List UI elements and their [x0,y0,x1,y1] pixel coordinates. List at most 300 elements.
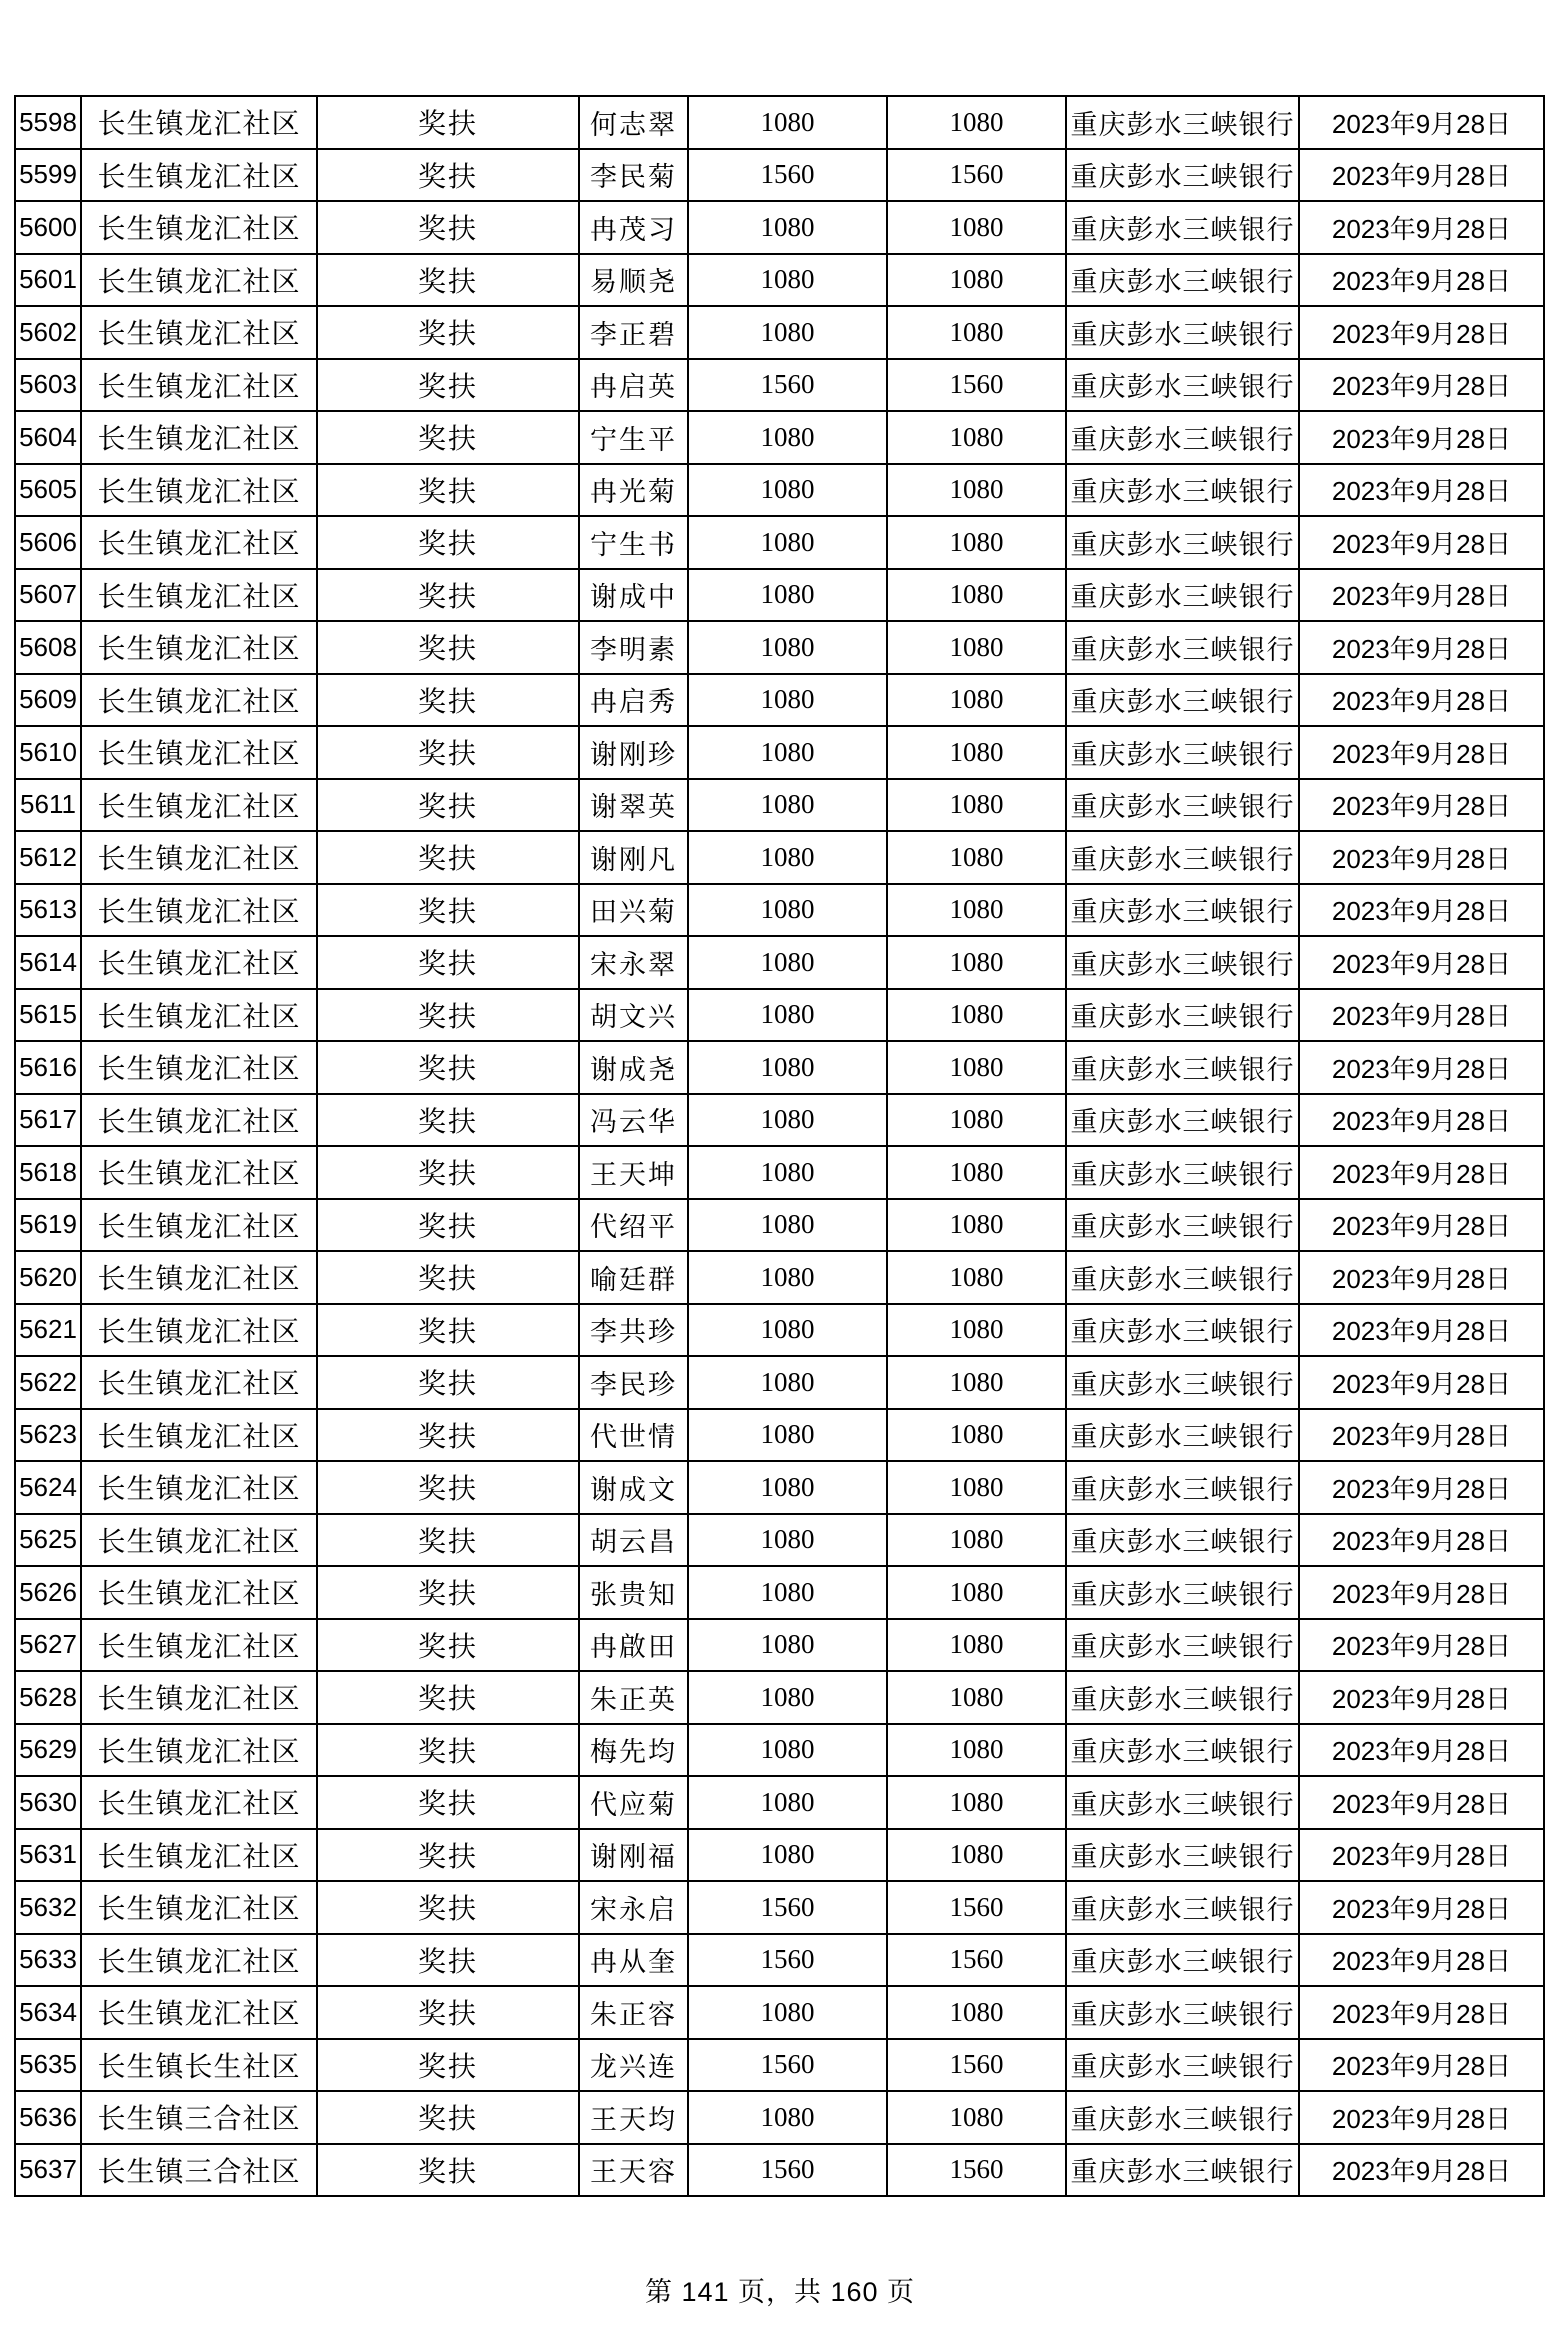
cell-name: 易顺尧 [579,254,688,307]
cell-bank: 重庆彭水三峡银行 [1066,1304,1299,1357]
cell-category: 奖扶 [317,1304,579,1357]
cell-bank: 重庆彭水三峡银行 [1066,621,1299,674]
cell-name: 代世情 [579,1409,688,1462]
cell-name: 冉啟田 [579,1619,688,1672]
cell-serial: 5635 [15,2039,81,2092]
cell-community: 长生镇龙汇社区 [81,464,317,517]
cell-amount-2: 1080 [887,1986,1066,2039]
cell-bank: 重庆彭水三峡银行 [1066,1986,1299,2039]
cell-date: 2023年9月28日 [1299,1304,1544,1357]
cell-community: 长生镇龙汇社区 [81,359,317,412]
cell-serial: 5627 [15,1619,81,1672]
cell-category: 奖扶 [317,1251,579,1304]
cell-name: 宋永启 [579,1881,688,1934]
cell-amount-2: 1080 [887,569,1066,622]
table-row [15,359,1544,412]
cell-amount-1: 1080 [688,1304,887,1357]
cell-amount-1: 1080 [688,936,887,989]
cell-category: 奖扶 [317,1671,579,1724]
cell-community: 长生镇龙汇社区 [81,254,317,307]
cell-amount-1: 1080 [688,1829,887,1882]
cell-amount-2: 1080 [887,1566,1066,1619]
cell-bank: 重庆彭水三峡银行 [1066,1934,1299,1987]
table-row [15,569,1544,622]
cell-bank: 重庆彭水三峡银行 [1066,1094,1299,1147]
cell-bank: 重庆彭水三峡银行 [1066,1514,1299,1567]
cell-date: 2023年9月28日 [1299,2039,1544,2092]
cell-bank: 重庆彭水三峡银行 [1066,1566,1299,1619]
cell-community: 长生镇龙汇社区 [81,1566,317,1619]
cell-category: 奖扶 [317,1934,579,1987]
cell-bank: 重庆彭水三峡银行 [1066,1619,1299,1672]
cell-community: 长生镇龙汇社区 [81,726,317,779]
cell-community: 长生镇龙汇社区 [81,569,317,622]
cell-serial: 5625 [15,1514,81,1567]
cell-category: 奖扶 [317,1146,579,1199]
table-row [15,1986,1544,2039]
cell-amount-2: 1080 [887,621,1066,674]
cell-date: 2023年9月28日 [1299,1829,1544,1882]
cell-name: 胡云昌 [579,1514,688,1567]
cell-amount-1: 1560 [688,149,887,202]
cell-bank: 重庆彭水三峡银行 [1066,1199,1299,1252]
cell-category: 奖扶 [317,674,579,727]
cell-serial: 5610 [15,726,81,779]
cell-category: 奖扶 [317,201,579,254]
cell-amount-1: 1080 [688,1619,887,1672]
cell-amount-1: 1080 [688,1356,887,1409]
cell-bank: 重庆彭水三峡银行 [1066,1409,1299,1462]
cell-serial: 5608 [15,621,81,674]
table-row [15,464,1544,517]
cell-date: 2023年9月28日 [1299,1146,1544,1199]
table-row [15,1461,1544,1514]
cell-community: 长生镇龙汇社区 [81,1671,317,1724]
cell-bank: 重庆彭水三峡银行 [1066,464,1299,517]
cell-amount-1: 1080 [688,306,887,359]
cell-name: 龙兴连 [579,2039,688,2092]
cell-community: 长生镇龙汇社区 [81,1986,317,2039]
cell-name: 谢刚凡 [579,831,688,884]
table-row [15,1199,1544,1252]
cell-name: 何志翠 [579,96,688,149]
cell-amount-1: 1080 [688,1199,887,1252]
cell-amount-1: 1560 [688,2144,887,2197]
cell-name: 冉启秀 [579,674,688,727]
table-row [15,1409,1544,1462]
cell-community: 长生镇龙汇社区 [81,1934,317,1987]
table-row [15,1724,1544,1777]
cell-amount-2: 1080 [887,779,1066,832]
cell-community: 长生镇长生社区 [81,2039,317,2092]
cell-community: 长生镇龙汇社区 [81,1304,317,1357]
table-row [15,1776,1544,1829]
cell-date: 2023年9月28日 [1299,884,1544,937]
cell-amount-2: 1080 [887,1619,1066,1672]
cell-date: 2023年9月28日 [1299,1251,1544,1304]
table-row [15,1514,1544,1567]
cell-name: 喻廷群 [579,1251,688,1304]
cell-category: 奖扶 [317,569,579,622]
cell-bank: 重庆彭水三峡银行 [1066,2144,1299,2197]
cell-serial: 5613 [15,884,81,937]
cell-bank: 重庆彭水三峡银行 [1066,201,1299,254]
cell-community: 长生镇三合社区 [81,2144,317,2197]
table-row [15,254,1544,307]
cell-community: 长生镇龙汇社区 [81,1251,317,1304]
cell-date: 2023年9月28日 [1299,464,1544,517]
cell-serial: 5603 [15,359,81,412]
cell-category: 奖扶 [317,779,579,832]
cell-name: 代应菊 [579,1776,688,1829]
cell-bank: 重庆彭水三峡银行 [1066,411,1299,464]
cell-serial: 5634 [15,1986,81,2039]
cell-name: 李共珍 [579,1304,688,1357]
cell-amount-2: 1560 [887,149,1066,202]
cell-serial: 5609 [15,674,81,727]
cell-date: 2023年9月28日 [1299,936,1544,989]
cell-name: 张贵知 [579,1566,688,1619]
cell-date: 2023年9月28日 [1299,1934,1544,1987]
cell-amount-1: 1080 [688,989,887,1042]
cell-category: 奖扶 [317,1724,579,1777]
cell-name: 宋永翠 [579,936,688,989]
cell-bank: 重庆彭水三峡银行 [1066,726,1299,779]
cell-amount-2: 1080 [887,1409,1066,1462]
table-row [15,936,1544,989]
cell-serial: 5598 [15,96,81,149]
cell-name: 代绍平 [579,1199,688,1252]
cell-amount-1: 1080 [688,1671,887,1724]
cell-amount-2: 1080 [887,674,1066,727]
cell-name: 胡文兴 [579,989,688,1042]
cell-name: 田兴菊 [579,884,688,937]
cell-bank: 重庆彭水三峡银行 [1066,516,1299,569]
cell-bank: 重庆彭水三峡银行 [1066,884,1299,937]
cell-community: 长生镇龙汇社区 [81,1776,317,1829]
cell-amount-2: 1080 [887,1356,1066,1409]
table-row [15,1566,1544,1619]
cell-category: 奖扶 [317,96,579,149]
cell-amount-1: 1560 [688,1881,887,1934]
cell-amount-1: 1080 [688,1776,887,1829]
cell-amount-1: 1080 [688,1461,887,1514]
cell-community: 长生镇龙汇社区 [81,831,317,884]
cell-name: 李民菊 [579,149,688,202]
cell-serial: 5612 [15,831,81,884]
cell-bank: 重庆彭水三峡银行 [1066,831,1299,884]
cell-amount-2: 1080 [887,1041,1066,1094]
cell-bank: 重庆彭水三峡银行 [1066,1776,1299,1829]
cell-serial: 5611 [15,779,81,832]
cell-category: 奖扶 [317,1986,579,2039]
cell-category: 奖扶 [317,2091,579,2144]
cell-name: 朱正英 [579,1671,688,1724]
cell-community: 长生镇龙汇社区 [81,674,317,727]
cell-name: 王天容 [579,2144,688,2197]
table-row [15,831,1544,884]
cell-amount-1: 1560 [688,1934,887,1987]
cell-amount-2: 1080 [887,201,1066,254]
cell-amount-2: 1080 [887,1776,1066,1829]
cell-serial: 5600 [15,201,81,254]
cell-serial: 5628 [15,1671,81,1724]
table-row [15,1304,1544,1357]
cell-bank: 重庆彭水三峡银行 [1066,2039,1299,2092]
cell-community: 长生镇龙汇社区 [81,1514,317,1567]
cell-bank: 重庆彭水三峡银行 [1066,2091,1299,2144]
cell-date: 2023年9月28日 [1299,516,1544,569]
cell-community: 长生镇龙汇社区 [81,1881,317,1934]
table-row [15,884,1544,937]
cell-category: 奖扶 [317,1094,579,1147]
cell-community: 长生镇龙汇社区 [81,989,317,1042]
table-body [15,96,1544,2196]
cell-serial: 5618 [15,1146,81,1199]
cell-category: 奖扶 [317,989,579,1042]
cell-serial: 5624 [15,1461,81,1514]
cell-community: 长生镇龙汇社区 [81,1041,317,1094]
cell-amount-2: 1080 [887,726,1066,779]
table-row [15,2039,1544,2092]
cell-community: 长生镇龙汇社区 [81,1619,317,1672]
cell-name: 谢翠英 [579,779,688,832]
cell-date: 2023年9月28日 [1299,149,1544,202]
cell-serial: 5626 [15,1566,81,1619]
cell-serial: 5606 [15,516,81,569]
table-row [15,149,1544,202]
cell-serial: 5617 [15,1094,81,1147]
cell-community: 长生镇龙汇社区 [81,1094,317,1147]
cell-serial: 5616 [15,1041,81,1094]
cell-date: 2023年9月28日 [1299,1356,1544,1409]
cell-serial: 5621 [15,1304,81,1357]
cell-bank: 重庆彭水三峡银行 [1066,1881,1299,1934]
cell-bank: 重庆彭水三峡银行 [1066,254,1299,307]
cell-serial: 5602 [15,306,81,359]
cell-category: 奖扶 [317,516,579,569]
cell-date: 2023年9月28日 [1299,1776,1544,1829]
cell-serial: 5632 [15,1881,81,1934]
cell-amount-1: 1080 [688,96,887,149]
cell-amount-2: 1080 [887,884,1066,937]
cell-community: 长生镇龙汇社区 [81,1356,317,1409]
cell-bank: 重庆彭水三峡银行 [1066,1146,1299,1199]
cell-category: 奖扶 [317,1881,579,1934]
cell-category: 奖扶 [317,1566,579,1619]
cell-date: 2023年9月28日 [1299,1724,1544,1777]
cell-category: 奖扶 [317,884,579,937]
cell-amount-2: 1080 [887,1514,1066,1567]
table-row [15,306,1544,359]
cell-amount-1: 1080 [688,1514,887,1567]
cell-serial: 5614 [15,936,81,989]
cell-bank: 重庆彭水三峡银行 [1066,1724,1299,1777]
cell-serial: 5622 [15,1356,81,1409]
cell-amount-1: 1080 [688,1094,887,1147]
cell-category: 奖扶 [317,411,579,464]
cell-bank: 重庆彭水三峡银行 [1066,96,1299,149]
cell-category: 奖扶 [317,831,579,884]
cell-category: 奖扶 [317,1041,579,1094]
cell-category: 奖扶 [317,936,579,989]
cell-date: 2023年9月28日 [1299,1199,1544,1252]
cell-name: 谢成文 [579,1461,688,1514]
cell-category: 奖扶 [317,1461,579,1514]
cell-date: 2023年9月28日 [1299,1671,1544,1724]
cell-date: 2023年9月28日 [1299,726,1544,779]
table-row [15,1829,1544,1882]
cell-community: 长生镇龙汇社区 [81,621,317,674]
cell-category: 奖扶 [317,149,579,202]
cell-name: 谢成尧 [579,1041,688,1094]
cell-community: 长生镇龙汇社区 [81,1461,317,1514]
cell-category: 奖扶 [317,2144,579,2197]
cell-serial: 5604 [15,411,81,464]
cell-community: 长生镇龙汇社区 [81,1146,317,1199]
cell-name: 朱正容 [579,1986,688,2039]
cell-amount-2: 1080 [887,96,1066,149]
cell-category: 奖扶 [317,1829,579,1882]
cell-category: 奖扶 [317,306,579,359]
cell-date: 2023年9月28日 [1299,254,1544,307]
cell-date: 2023年9月28日 [1299,411,1544,464]
cell-serial: 5631 [15,1829,81,1882]
cell-amount-2: 1080 [887,1304,1066,1357]
cell-date: 2023年9月28日 [1299,1619,1544,1672]
cell-bank: 重庆彭水三峡银行 [1066,149,1299,202]
cell-amount-1: 1080 [688,831,887,884]
cell-amount-1: 1080 [688,2091,887,2144]
cell-name: 李民珍 [579,1356,688,1409]
cell-date: 2023年9月28日 [1299,2144,1544,2197]
cell-amount-1: 1080 [688,1566,887,1619]
cell-category: 奖扶 [317,464,579,517]
cell-amount-1: 1080 [688,1041,887,1094]
cell-amount-1: 1080 [688,1251,887,1304]
cell-date: 2023年9月28日 [1299,1881,1544,1934]
cell-date: 2023年9月28日 [1299,359,1544,412]
table-row [15,201,1544,254]
cell-community: 长生镇龙汇社区 [81,936,317,989]
cell-date: 2023年9月28日 [1299,831,1544,884]
cell-bank: 重庆彭水三峡银行 [1066,936,1299,989]
cell-date: 2023年9月28日 [1299,1986,1544,2039]
table-row [15,2144,1544,2197]
cell-amount-1: 1080 [688,884,887,937]
cell-serial: 5629 [15,1724,81,1777]
cell-serial: 5637 [15,2144,81,2197]
cell-amount-1: 1080 [688,411,887,464]
cell-bank: 重庆彭水三峡银行 [1066,1356,1299,1409]
cell-amount-2: 1560 [887,2144,1066,2197]
cell-amount-1: 1080 [688,464,887,517]
cell-name: 王天均 [579,2091,688,2144]
cell-community: 长生镇龙汇社区 [81,306,317,359]
cell-amount-1: 1080 [688,621,887,674]
cell-bank: 重庆彭水三峡银行 [1066,674,1299,727]
cell-amount-2: 1080 [887,936,1066,989]
cell-amount-2: 1080 [887,1146,1066,1199]
cell-bank: 重庆彭水三峡银行 [1066,1829,1299,1882]
cell-date: 2023年9月28日 [1299,2091,1544,2144]
cell-bank: 重庆彭水三峡银行 [1066,779,1299,832]
cell-name: 宁生平 [579,411,688,464]
cell-bank: 重庆彭水三峡银行 [1066,1671,1299,1724]
cell-name: 谢成中 [579,569,688,622]
cell-date: 2023年9月28日 [1299,1409,1544,1462]
cell-amount-2: 1080 [887,1724,1066,1777]
cell-serial: 5619 [15,1199,81,1252]
cell-amount-2: 1080 [887,831,1066,884]
cell-name: 冉从奎 [579,1934,688,1987]
cell-category: 奖扶 [317,1356,579,1409]
table-row [15,1146,1544,1199]
table-row [15,1671,1544,1724]
table-row [15,779,1544,832]
cell-amount-1: 1560 [688,2039,887,2092]
cell-amount-2: 1080 [887,254,1066,307]
table-row [15,411,1544,464]
cell-bank: 重庆彭水三峡银行 [1066,989,1299,1042]
cell-community: 长生镇龙汇社区 [81,884,317,937]
cell-category: 奖扶 [317,1619,579,1672]
cell-category: 奖扶 [317,254,579,307]
cell-bank: 重庆彭水三峡银行 [1066,306,1299,359]
cell-community: 长生镇龙汇社区 [81,1724,317,1777]
cell-name: 冯云华 [579,1094,688,1147]
cell-bank: 重庆彭水三峡银行 [1066,359,1299,412]
cell-community: 长生镇龙汇社区 [81,779,317,832]
cell-category: 奖扶 [317,1776,579,1829]
cell-serial: 5607 [15,569,81,622]
table-row [15,726,1544,779]
table-row [15,516,1544,569]
cell-amount-2: 1080 [887,1199,1066,1252]
cell-name: 李正碧 [579,306,688,359]
cell-amount-1: 1080 [688,1986,887,2039]
cell-amount-1: 1560 [688,359,887,412]
cell-date: 2023年9月28日 [1299,1041,1544,1094]
cell-amount-2: 1080 [887,1829,1066,1882]
cell-category: 奖扶 [317,1514,579,1567]
cell-amount-1: 1080 [688,726,887,779]
table-row [15,621,1544,674]
cell-community: 长生镇龙汇社区 [81,201,317,254]
cell-community: 长生镇龙汇社区 [81,1409,317,1462]
cell-amount-2: 1080 [887,464,1066,517]
table-row [15,1356,1544,1409]
cell-date: 2023年9月28日 [1299,779,1544,832]
cell-serial: 5620 [15,1251,81,1304]
cell-amount-2: 1080 [887,989,1066,1042]
cell-amount-2: 1080 [887,411,1066,464]
cell-community: 长生镇三合社区 [81,2091,317,2144]
cell-amount-2: 1080 [887,306,1066,359]
cell-amount-1: 1080 [688,201,887,254]
table-row [15,1881,1544,1934]
cell-community: 长生镇龙汇社区 [81,1199,317,1252]
table-row [15,989,1544,1042]
table-row [15,674,1544,727]
cell-serial: 5601 [15,254,81,307]
cell-serial: 5630 [15,1776,81,1829]
cell-date: 2023年9月28日 [1299,306,1544,359]
cell-name: 李明素 [579,621,688,674]
cell-serial: 5633 [15,1934,81,1987]
cell-serial: 5605 [15,464,81,517]
cell-category: 奖扶 [317,1199,579,1252]
